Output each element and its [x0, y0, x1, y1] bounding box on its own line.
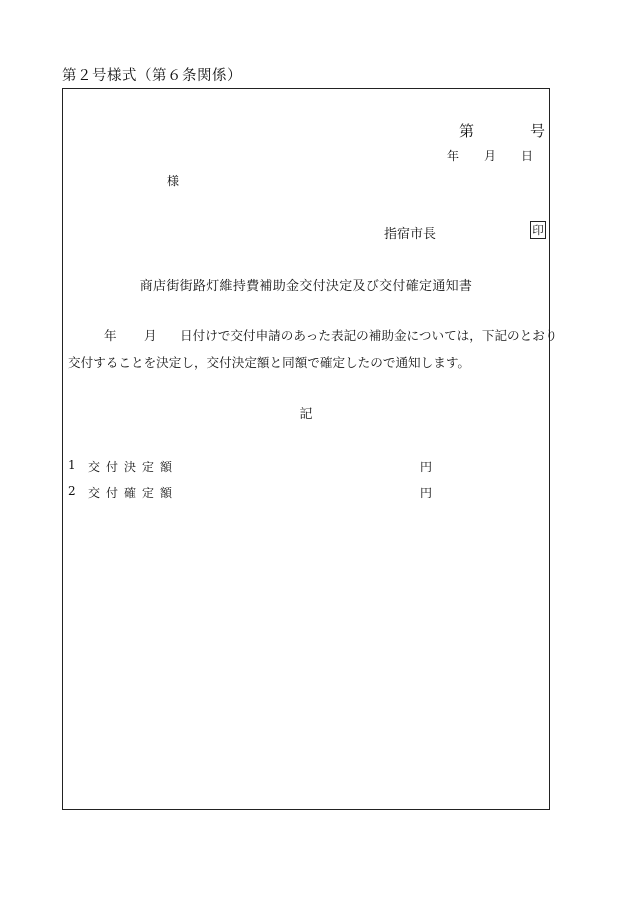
date-day: 日	[521, 149, 534, 163]
item-2-number: 2	[68, 484, 76, 498]
body-month: 月	[144, 328, 157, 343]
ki-heading: 記	[299, 407, 313, 422]
item-1-number: 1	[68, 458, 76, 472]
issuer-name: 指宿市長	[384, 227, 437, 242]
doc-number-suffix: 号	[530, 122, 546, 140]
date-year: 年	[447, 149, 460, 163]
item-2-unit: 円	[420, 486, 433, 500]
body-line1-rest: 日付けで交付申請のあった表記の補助金については，下記のとおり	[180, 328, 558, 343]
body-line2: 交付することを決定し，交付決定額と同額で確定したので通知します。	[68, 355, 470, 370]
doc-number-prefix: 第	[459, 122, 475, 140]
recipient-suffix: 様	[167, 174, 180, 188]
item-1-label: 交付決定額	[88, 460, 179, 474]
body-year: 年	[104, 328, 117, 343]
date-month: 月	[484, 149, 497, 163]
seal-mark: 印	[530, 221, 546, 239]
document-frame	[62, 88, 550, 810]
item-1-unit: 円	[420, 460, 433, 474]
item-2-label: 交付確定額	[88, 486, 179, 500]
form-label: 第２号様式（第６条関係）	[62, 68, 242, 84]
document-title: 商店街街路灯維持費補助金交付決定及び交付確定通知書	[139, 279, 473, 294]
